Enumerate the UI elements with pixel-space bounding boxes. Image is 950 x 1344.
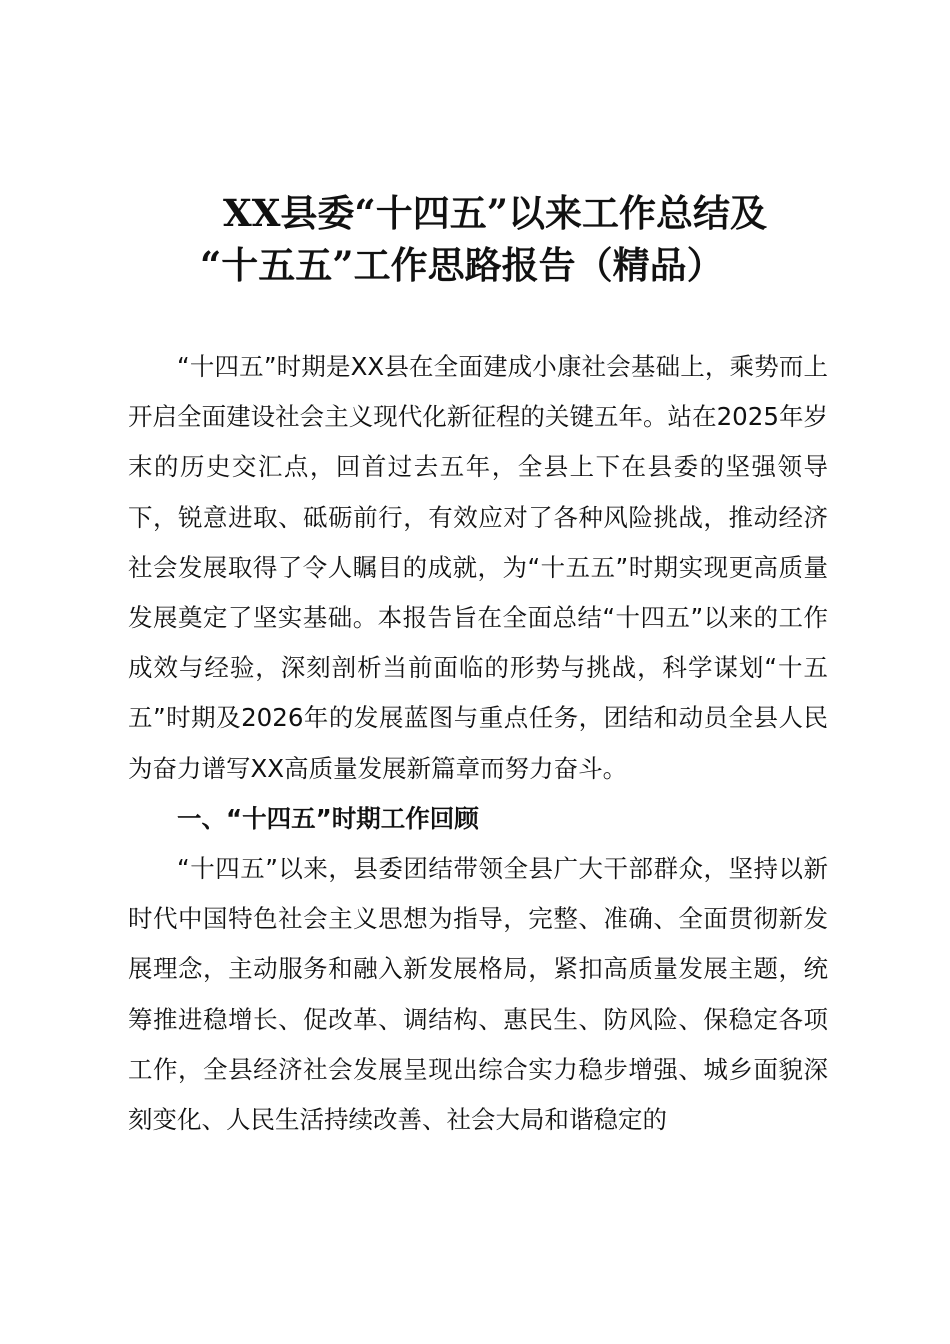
- document-title-line-2: “十五五”工作思路报告（精品）: [200, 243, 724, 287]
- document-title-line-1: XX县委“十四五”以来工作总结及: [223, 191, 767, 235]
- intro-paragraph: “十四五”时期是XX县在全面建成小康社会基础上，乘势而上开启全面建设社会主义现代化新征程的关键五年。站在2025年岁末的历史交汇点，回首过去五年，全县上下在县委的坚强领导下，锐意进取、砥砺前行，有效应对了各种风险挑战，推动经济社会发展取得了令人瞩目的成就，为“十五五”时期实现更高质量发展奠定了坚实基础。本报告旨在全面总结“十四五”以来的工作成效与经验，深刻剖析当前面临的形势与挑战，科学谋划“十五五”时期及2026年的发展蓝图与重点任务，团结和动员全县人民为奋力谱写XX高质量发展新篇章而努力奋斗。: [128, 352, 828, 783]
- document-body: [128, 342, 828, 1145]
- section-heading: 一、“十四五”时期工作回顾: [177, 803, 479, 833]
- review-paragraph: “十四五”以来，县委团结带领全县广大干部群众，坚持以新时代中国特色社会主义思想为指导，完整、准确、全面贯彻新发展理念，主动服务和融入新发展格局，紧扣高质量发展主题，统筹推进稳增长、促改革、调结构、惠民生、防风险、保稳定各项工作，全县经济社会发展呈现出综合实力稳步增强、城乡面貌深刻变化、人民生活持续改善、社会大局和谐稳定的: [128, 854, 828, 1135]
